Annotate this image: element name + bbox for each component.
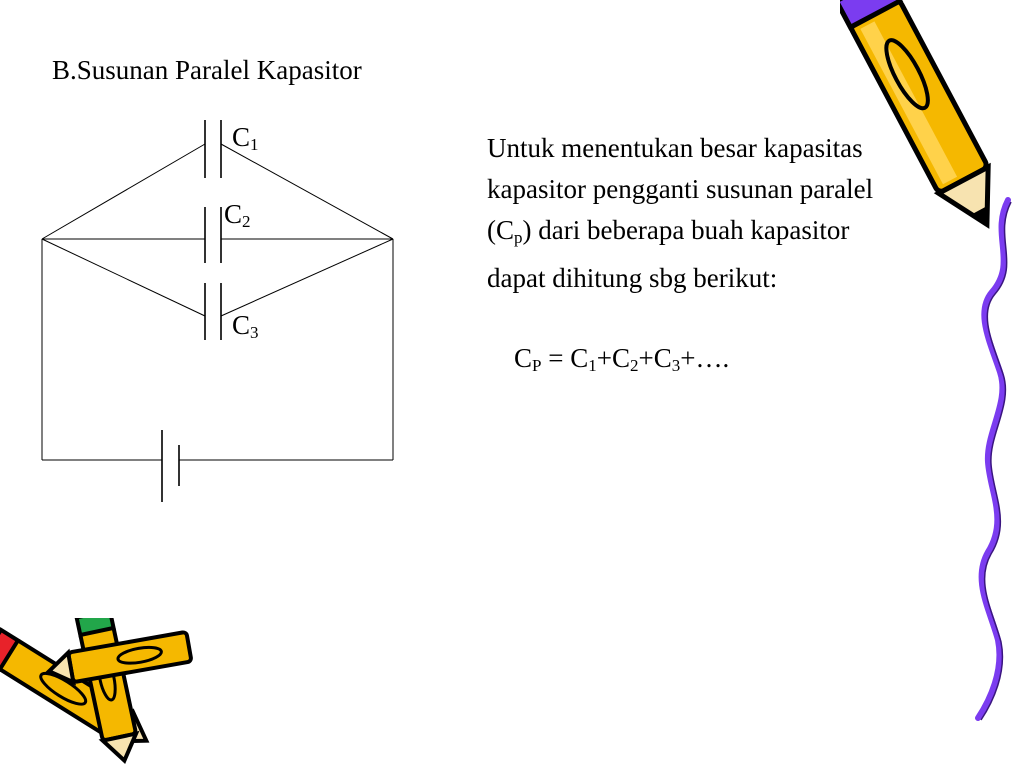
description-line-1: Untuk menentukan besar kapasitas bbox=[487, 133, 863, 163]
pencil-icon bbox=[840, 0, 1024, 768]
capacitor-label-c3: $C_3$ bbox=[232, 310, 259, 342]
wire-c1-left bbox=[42, 144, 205, 239]
capacitor-label-c1: $C_1$ bbox=[232, 122, 259, 154]
description-line-4: dapat dihitung sbg berikut: bbox=[487, 263, 778, 293]
wire-c3-right bbox=[221, 239, 393, 316]
parallel-formula: $C_P$ = $C_1+C_2+C_3+\dots$. bbox=[514, 343, 730, 375]
wire-c3-left bbox=[42, 239, 205, 316]
wavy-line-decoration bbox=[978, 200, 1008, 718]
slide-title: B.Susunan Paralel Kapasitor bbox=[52, 55, 362, 85]
capacitor-label-c2: $C_2$ bbox=[224, 199, 251, 231]
description-line-3: $(C_p)$ dari beberapa buah kapasitor bbox=[487, 215, 850, 247]
crossed-pencils-icon bbox=[0, 618, 210, 768]
description-line-2: kapasitor pengganti susunan paralel bbox=[487, 174, 874, 204]
